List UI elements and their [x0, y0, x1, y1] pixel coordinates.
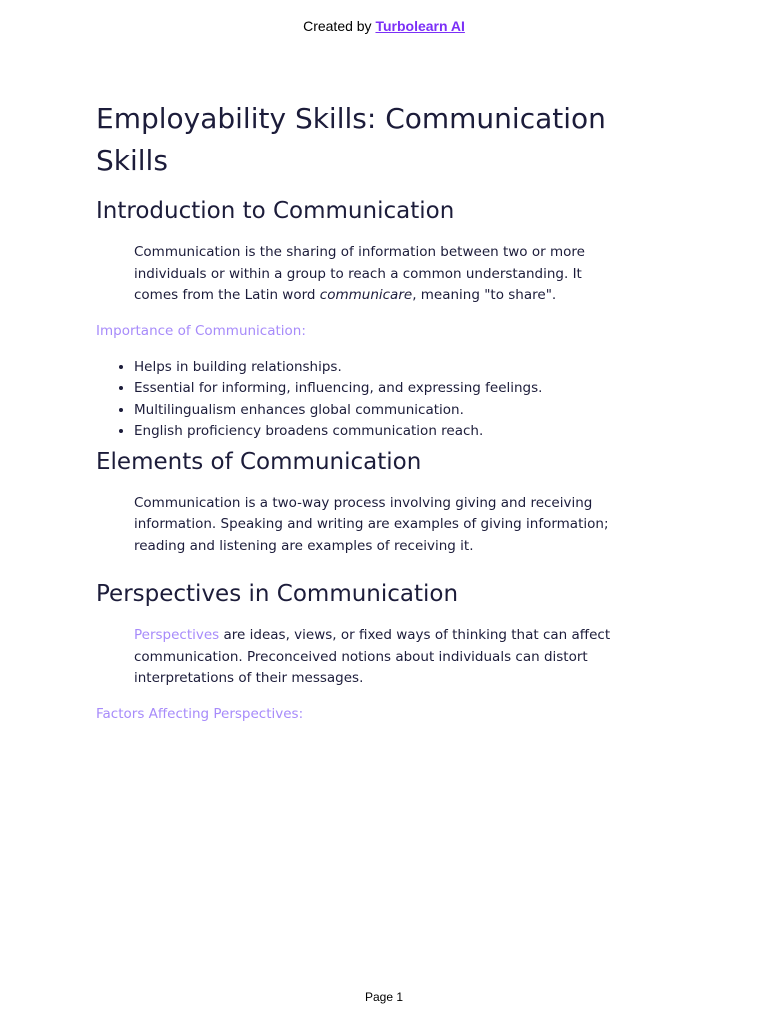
document-body: [96, 98, 626, 724]
turbolearn-link[interactable]: Turbolearn AI: [375, 18, 465, 34]
elements-heading: Elements of Communication: [96, 448, 422, 475]
intro-text-2: , meaning "to share".: [412, 287, 557, 303]
importance-list: [96, 357, 626, 443]
page-number: Page 1: [364, 990, 404, 1004]
elements-paragraph: Communication is a two-way process involving giving and receiving information. Speaking and writing are examples of giving information; reading and listening are examples of receiving it.: [134, 494, 609, 554]
page-header: [0, 18, 768, 34]
list-item: • Helps in building relationships.: [134, 357, 626, 379]
intro-italic-word: communicare: [319, 287, 413, 303]
intro-heading: Introduction to Communication: [96, 198, 455, 224]
created-by-label: Created by: [303, 18, 372, 34]
document-title: Employability Skills: Communication Skills: [96, 102, 606, 177]
importance-subheading: Importance of Communication:: [96, 322, 306, 339]
list-item: • English proficiency broadens communication reach.: [134, 421, 626, 443]
perspectives-heading: Perspectives in Communication: [96, 581, 459, 607]
list-item: • Multilingualism enhances global communication.: [134, 400, 626, 422]
perspectives-text: are ideas, views, or fixed ways of thinking that can affect communication. Preconceived notions about individuals can distort interpretations of their messages.: [134, 627, 611, 686]
list-item: • Essential for informing, influencing, and expressing feelings.: [134, 378, 626, 400]
intro-text-1: Communication is the sharing of information between two or more individuals or within a group to reach a common understanding. It comes from the Latin word: [134, 244, 585, 303]
perspectives-paragraph: [134, 625, 626, 690]
intro-paragraph: [134, 242, 626, 307]
factors-subheading: Factors Affecting Perspectives:: [96, 705, 304, 722]
perspectives-highlight: Perspectives: [134, 627, 220, 643]
